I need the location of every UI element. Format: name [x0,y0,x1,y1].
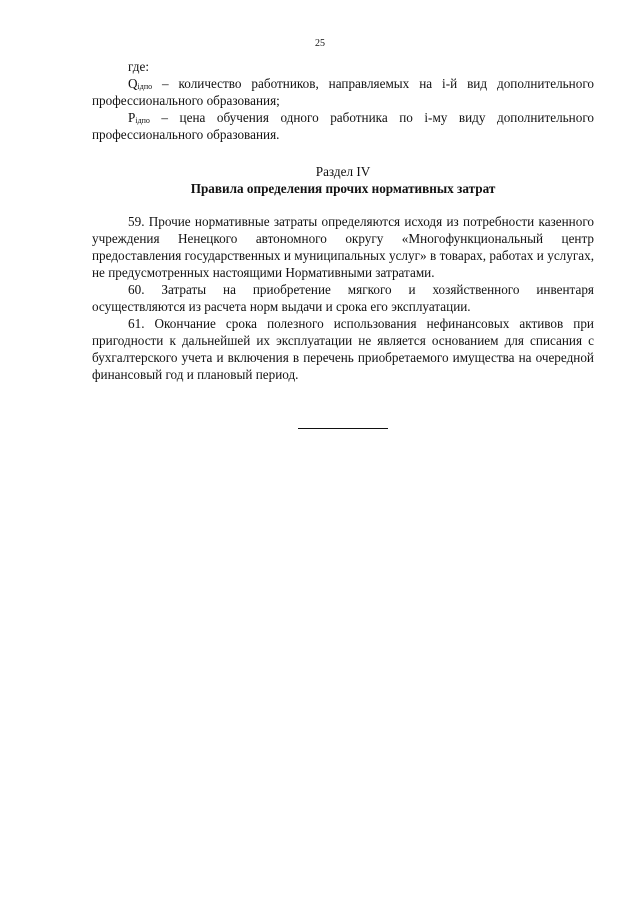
paragraph-61: 61. Окончание срока полезного использования нефинансовых активов при пригодности к дальнейшей их эксплуатации не является основанием для списания с бухгалтерского учета и включения в перечень приобретаемого имущества на очередной финансовый год и плановый период. [92,316,594,382]
definition-p [92,109,594,143]
definition-p-text: – цена обучения одного работника по i-му виду дополнительного профессионального образования. [92,110,594,142]
section-label: Раздел IV [315,164,371,179]
definition-q-symbol: Q [128,76,138,91]
definition-q [92,75,594,109]
section-title: Правила определения прочих нормативных затрат [190,181,496,196]
document-body [92,58,594,383]
definition-q-text: – количество работников, направляемых на i-й вид дополнительного профессионального образования; [92,76,594,108]
definition-q-subscript: iдпо [137,82,153,91]
definition-p-symbol: P [128,110,136,125]
end-separator-line [298,428,388,429]
paragraph-59: 59. Прочие нормативные затраты определяются исходя из потребности казенного учреждения Ненецкого автономного округу «Многофункциональный центр предоставления государственных и муниципальных услуг» в товарах, работах и услугах, не предусмотренных настоящими Нормативными затратами. [92,214,594,280]
definition-p-subscript: iдпо [135,116,150,125]
paragraph-60: 60. Затраты на приобретение мягкого и хозяйственного инвентаря осуществляются из расчета норм выдачи и срока его эксплуатации. [92,282,594,314]
page-number: 25 [315,38,325,49]
definitions-intro: где: [128,59,149,74]
